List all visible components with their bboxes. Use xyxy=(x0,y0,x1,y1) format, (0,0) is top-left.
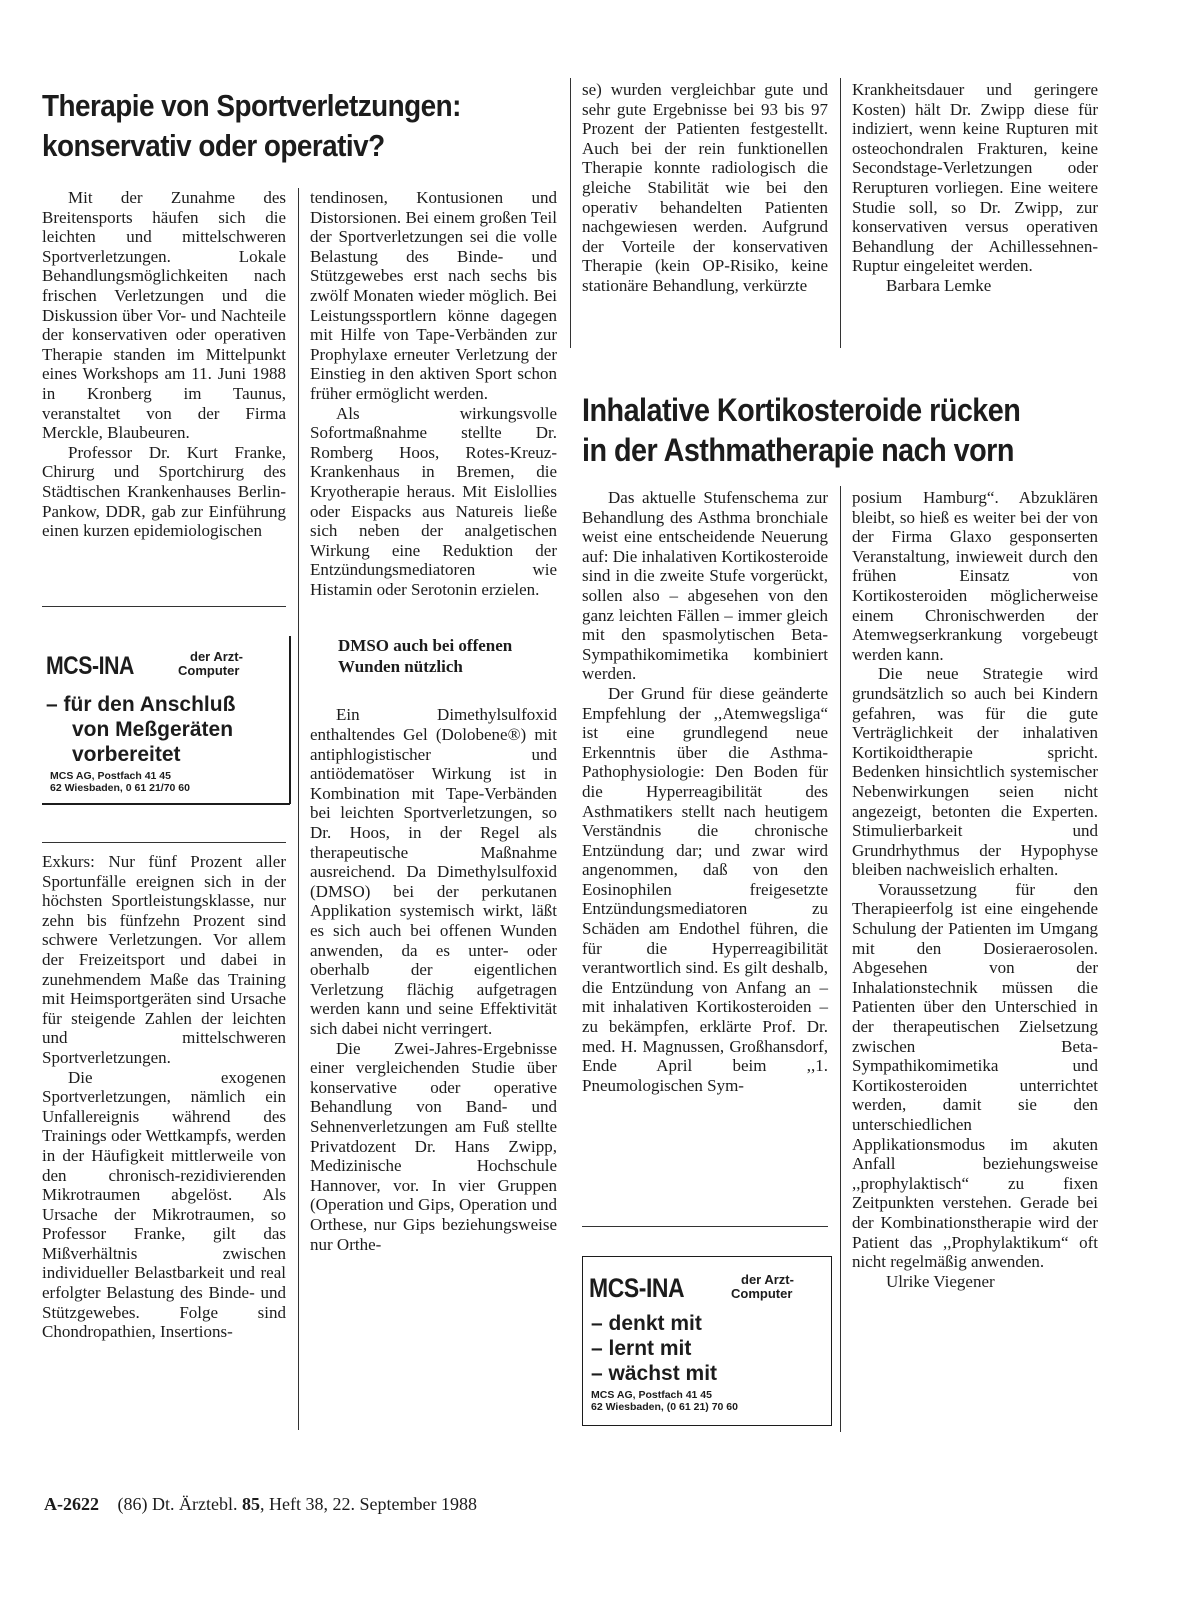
divider xyxy=(42,842,286,843)
ad-slogan-line: – wächst mit xyxy=(591,1362,718,1385)
paragraph: Der Grund für diese geänderte Empfehlung der ,,Atemwegsliga“ ist eine grundlegend neue Erkenntnis über die Asthma-Pathophysiologie: Den Boden für die Hyperreagibilität des Asthmatikers stellt nach heutigem Verständnis die chronische Entzündung dar; und zwar wird angenommen, daß von den Eosinophilen freigesetzte Entzündungsmediatoren zu Schäden am Endothel führen, die für die Hyperreagibilität verantwortlich sind. Es gilt deshalb, die Entzündung von Anfang an – mit inhalativen Kortikosteroiden – zu bekämpfen, erklärte Prof. Dr. med. H. Magnussen, Großhansdorf, Ende April beim ,,1. Pneumologischen Sym- xyxy=(582,683,828,1095)
page-code: A-2622 xyxy=(44,1494,99,1514)
ad-address xyxy=(591,1389,738,1413)
headline-asthma-therapy xyxy=(582,390,1020,470)
paragraph: tendinosen, Kontusionen und Distorsionen. Bei einem großen Teil der Sportverletzungen sei die volle Belastung des Binde- und Stützgewebes erst nach sechs bis zwölf Monaten wieder möglich. Bei Leistungssportlern könne dagegen mit Hilfe von Tape-Verbänden zur Prophylaxe erneuter Verletzung der Einstieg in den aktiven Sport schon früher ermöglicht werden. xyxy=(310,188,557,403)
ad-tagline-line: Computer xyxy=(731,1286,793,1301)
ad-address-line: MCS AG, Postfach 41 45 xyxy=(591,1389,712,1401)
ad-slogan xyxy=(591,1311,717,1386)
ad-tagline-line: der Arzt- xyxy=(190,649,243,664)
article2-column1 xyxy=(582,488,828,1095)
ad-slogan-line: – für den Anschluß xyxy=(46,693,236,716)
journal-name: Dt. Ärztebl. xyxy=(152,1494,238,1514)
ad-border-right xyxy=(289,636,291,804)
ad-brand: MCS-INA xyxy=(589,1273,685,1303)
column-rule xyxy=(840,486,841,1432)
page-number: (86) xyxy=(117,1494,148,1514)
ad-slogan-line: vorbereitet xyxy=(72,743,181,766)
journal-volume: 85 xyxy=(241,1494,260,1514)
column-rule xyxy=(570,78,571,348)
ad-slogan-line: von Meßgeräten xyxy=(72,718,234,741)
advertisement-mcs-ina-1 xyxy=(42,636,290,804)
paragraph: Professor Dr. Kurt Franke, Chirurg und Sportchirurg des Städtischen Krankenhauses Berlin-Pankow, DDR, gab zur Einführung einen kurzen epidemiologischen xyxy=(42,442,286,541)
ad-address-line: 62 Wiesbaden, (0 61 21) 70 60 xyxy=(591,1401,738,1413)
paragraph: Die Zwei-Jahres-Ergebnisse einer vergleichenden Studie über konservative oder operative Behandlung von Band- und Sehnenverletzungen am Fuß stellte Privatdozent Dr. Hans Zwipp, Medizinische Hochschule Hannover, vor. In vier Gruppen (Operation und Gips, Operation und Orthese, nur Gips beziehungsweise nur Orthe- xyxy=(310,1038,557,1254)
paragraph: Als wirkungsvolle Sofortmaßnahme stellte Dr. Romberg Hoos, Rotes-Kreuz-Krankenhaus in Bremen, die Kryotherapie heraus. Mit Eislollies oder Eispacks aus Natureis ließe sich neben der analgetischen Wirkung eine Reduktion der Entzündungsmediatoren wie Histamin oder Serotonin erzielen. xyxy=(310,403,557,599)
ad-address xyxy=(50,770,190,794)
headline-line-1: Inhalative Kortikosteroide rücken xyxy=(582,392,1021,428)
divider xyxy=(582,1226,828,1227)
ad-address-line: MCS AG, Postfach 41 45 xyxy=(50,770,171,782)
headline-line-2: in der Asthmatherapie nach vorn xyxy=(582,432,1014,468)
ad-tagline-line: Computer xyxy=(178,663,240,678)
ad-tagline xyxy=(178,650,243,678)
paragraph: se) wurden vergleichbar gute und sehr gute Ergebnisse bei 93 bis 97 Prozent der Patienten festgestellt. Auch bei der rein funktionellen Therapie konnte radiologisch die gleiche Stabilität wie bei den operativ behandelten Patienten nachgewiesen werden. Aufgrund der Vorteile der konservativen Therapie (kein OP-Risiko, keine stationäre Behandlung, verkürzte xyxy=(582,80,828,295)
paragraph: Ein Dimethylsulfoxid enthaltendes Gel (Dolobene®) mit antiphlogistischer und antiödematöser Wirkung ist in Kombination mit Tape-Verbänden bei leichten Sportverletzungen, so Dr. Hoos, in der Regel als therapeutische Maßnahme ausreichend. Da Dimethylsulfoxid (DMSO) bei der perkutanen Applikation systemisch wirkt, läßt es sich auch bei offenen Wunden anwenden, da es unter- oder oberhalb der eigentlichen Verletzung flächig aufgetragen werden kann und seine Effektivität sich dabei nicht verringert. xyxy=(310,705,557,1038)
headline-sports-injuries xyxy=(42,86,461,166)
paragraph: Voraussetzung für den Therapieerfolg ist eine eingehende Schulung der Patienten im Umgang mit den Dosieraerosolen. Abgesehen von der Inhalationstechnik müssen die Patienten über den Unterschied in der therapeutischen Zielsetzung zwischen Beta-Sympathikomimetika und Kortikosteroiden unterrichtet werden, damit sie den unterschiedlichen Applikationsmodus im akuten Anfall beziehungsweise ,,prophylaktisch“ zu fixen Zeitpunkten verstehen. Gerade bei der Kombinationstherapie wird der Patient das ,,Prophylaktikum“ oft nicht regelmäßig anwenden. xyxy=(852,879,1098,1272)
article1-column2 xyxy=(310,188,557,1254)
article1-column1-upper xyxy=(42,188,286,541)
paragraph: Exkurs: Nur fünf Prozent aller Sportunfälle ereignen sich in der höchsten Sportleistungsklasse, nur zehn bis fünfzehn Prozent sind schwere Verletzungen. Vor allem der Freizeitsport und dabei in zunehmendem Maße das Training mit Heimsportgeräten sind Ursache für steigende Zahlen der leichten und mittelschweren Sportverletzungen. xyxy=(42,852,286,1067)
ad-slogan-line: – lernt mit xyxy=(591,1337,692,1360)
ad-tagline-line: der Arzt- xyxy=(741,1272,794,1287)
ad-slogan xyxy=(46,692,235,767)
article1-column4 xyxy=(852,80,1098,296)
ad-tagline xyxy=(731,1273,794,1301)
article1-column1-lower xyxy=(42,852,286,1342)
paragraph: Krankheitsdauer und geringere Kosten) hält Dr. Zwipp diese für indiziert, wenn keine Rupturen mit osteochondralen Frakturen, keine Secondstage-Verletzungen oder Rerupturen vorliegen. Eine weitere Studie soll, so Dr. Zwipp, zur konservativen versus operativen Behandlung der Achillessehnen-Ruptur eingeleitet werden. xyxy=(852,80,1098,276)
paragraph: Mit der Zunahme des Breitensports häufen sich die leichten und mittelschweren Sportverletzungen. Lokale Behandlungsmöglichkeiten nach frischen Verletzungen und die Diskussion über Vor- und Nachteile der konservativen oder operativen Therapie standen im Mittelpunkt eines Workshops am 11. Juni 1988 in Kronberg im Taunus, veranstaltet von der Firma Merckle, Blaubeuren. xyxy=(42,188,286,443)
article2-column2 xyxy=(852,488,1098,1291)
author-byline: Barbara Lemke xyxy=(886,275,992,295)
paragraph: Die neue Strategie wird grundsätzlich so auch bei Kindern gefahren, was für die gute Verträglichkeit der inhalativen Kortikoidtherapie spricht. Bedenken hinsichtlich systemischer Nebenwirkungen seien nicht angezeigt, betonten die Experten. Stimulierbarkeit und Grundrhythmus der Hypophyse bleiben nachweislich erhalten. xyxy=(852,664,1098,880)
advertisement-mcs-ina-2 xyxy=(582,1256,832,1426)
page-footer xyxy=(44,1494,477,1515)
paragraph: Das aktuelle Stufenschema zur Behandlung des Asthma bronchiale weist eine entscheidende Neuerung auf: Die inhalativen Kortikosteroide sind in die zweite Stufe vorgerückt, sollen also – abgesehen von den ganz leichten Fällen – immer gleich mit den spasmolytischen Beta-Sympathikomimetika kombiniert werden. xyxy=(582,488,828,684)
headline-line-2: konservativ oder operativ? xyxy=(42,128,385,163)
headline-line-1: Therapie von Sportverletzungen: xyxy=(42,88,461,123)
paragraph: posium Hamburg“. Abzuklären bleibt, so hieß es weiter bei der von der Firma Glaxo gesponserten Veranstaltung, inwieweit durch den frühen Einsatz von Kortikosteroiden möglicherweise einem Chronischwerden der Atemwegserkrankung vorgebeugt werden kann. xyxy=(852,488,1098,664)
column-rule xyxy=(298,188,299,1430)
ad-slogan-line: – denkt mit xyxy=(591,1312,702,1335)
divider xyxy=(42,606,286,607)
author-byline: Ulrike Viegener xyxy=(886,1271,995,1291)
paragraph: Die exogenen Sportverletzungen, nämlich ein Unfallereignis während des Trainings oder Wettkampfs, werden in der Häufigkeit mittlerweile von den chronisch-rezidivierenden Mikrotraumen abgelöst. Als Ursache der Mikrotraumen, so Professor Franke, gilt das Mißverhältnis zwischen individueller Belastbarkeit und real erfolgter Belastung des Binde- und Stützgewebes. Folge sind Chondropathien, Insertions- xyxy=(42,1067,286,1342)
column-rule xyxy=(840,78,841,348)
ad-address-line: 62 Wiesbaden, 0 61 21/70 60 xyxy=(50,782,190,794)
ad-brand: MCS-INA xyxy=(46,652,134,680)
subheading-dmso: DMSO auch bei offenen Wunden nützlich xyxy=(338,636,513,677)
article1-column3 xyxy=(582,80,828,296)
ad-border-bottom xyxy=(42,803,290,805)
issue-date: , Heft 38, 22. September 1988 xyxy=(259,1494,477,1514)
